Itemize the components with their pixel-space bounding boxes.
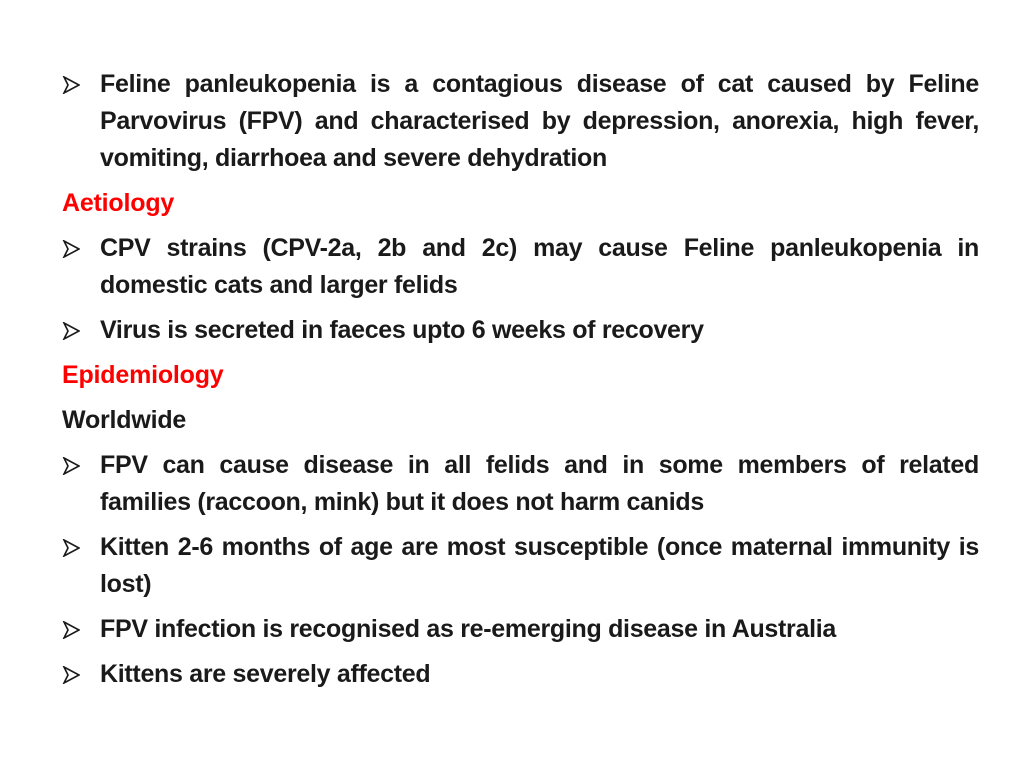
bullet-item bbox=[62, 656, 979, 693]
bullet-text: Virus is secreted in faeces upto 6 weeks of recovery bbox=[100, 316, 704, 344]
bullet-item bbox=[62, 447, 979, 521]
arrowhead-bullet-icon bbox=[62, 611, 100, 648]
bullet-text: FPV infection is recognised as re-emerging disease in Australia bbox=[100, 615, 836, 643]
arrowhead-bullet-icon bbox=[62, 529, 100, 566]
section-heading-aetiology bbox=[62, 185, 979, 222]
bullet-item bbox=[62, 230, 979, 304]
slide-content bbox=[62, 66, 979, 701]
bullet-text: Kitten 2-6 months of age are most susceptible (once maternal immunity is lost) bbox=[100, 533, 979, 598]
bullet-text: FPV can cause disease in all felids and in some members of related families (raccoon, mink) but it does not harm canids bbox=[100, 451, 979, 516]
bullet-text: CPV strains (CPV-2a, 2b and 2c) may cause Feline panleukopenia in domestic cats and larger felids bbox=[100, 234, 979, 299]
bullet-item bbox=[62, 529, 979, 603]
section-heading-text: Epidemiology bbox=[62, 361, 224, 389]
arrowhead-bullet-icon bbox=[62, 656, 100, 693]
section-heading-text: Aetiology bbox=[62, 189, 175, 217]
bullet-item bbox=[62, 66, 979, 177]
bullet-text: Kittens are severely affected bbox=[100, 660, 431, 688]
plain-text: Worldwide bbox=[62, 406, 187, 434]
arrowhead-bullet-icon bbox=[62, 66, 100, 103]
arrowhead-bullet-icon bbox=[62, 447, 100, 484]
section-heading-epidemiology bbox=[62, 357, 979, 394]
bullet-text: Feline panleukopenia is a contagious disease of cat caused by Feline Parvovirus (FPV) and characterised by depression, anorexia, high fever, vomiting, diarrhoea and severe dehydration bbox=[100, 70, 979, 172]
bullet-item bbox=[62, 312, 979, 349]
arrowhead-bullet-icon bbox=[62, 312, 100, 349]
bullet-item bbox=[62, 611, 979, 648]
plain-line-worldwide bbox=[62, 402, 979, 439]
arrowhead-bullet-icon bbox=[62, 230, 100, 267]
